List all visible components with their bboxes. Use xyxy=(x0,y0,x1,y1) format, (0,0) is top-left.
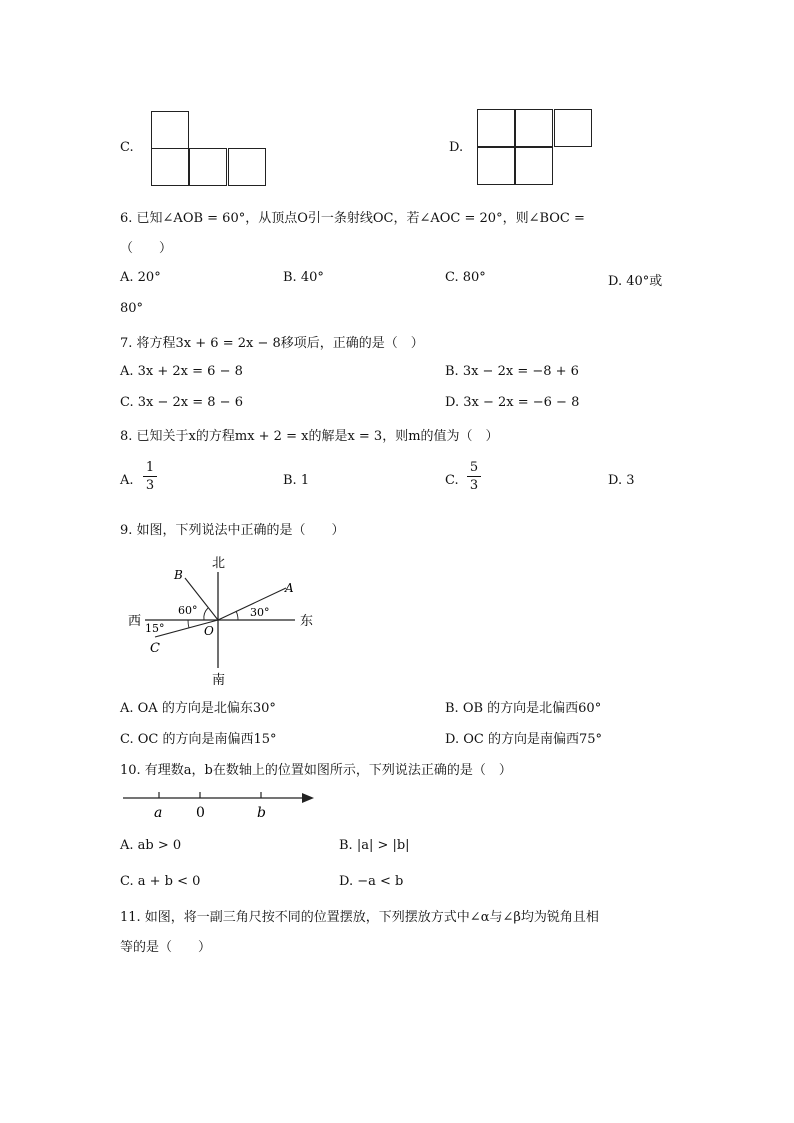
q6-option-d-continued: 80° xyxy=(120,301,144,316)
angle-arc-60 xyxy=(204,608,208,620)
label-north: 北 xyxy=(212,556,226,571)
q6-option-b: B. 40° xyxy=(283,270,324,285)
q5-c-cell xyxy=(228,148,266,186)
q5-c-cell xyxy=(151,148,189,186)
q5-option-d-label: D. xyxy=(449,140,464,155)
q10-stem: 10. 有理数a，b在数轴上的位置如图所示，下列说法正确的是（ ） xyxy=(120,763,512,778)
label-west: 西 xyxy=(128,614,142,629)
q8-option-b: B. 1 xyxy=(283,473,310,488)
label-point-b: B xyxy=(174,568,183,582)
q7-option-a: A. 3x + 2x = 6 − 8 xyxy=(120,364,243,379)
q8-option-a-label: A. xyxy=(120,473,134,488)
q8-option-a-fraction xyxy=(143,460,157,493)
tick-label-b: b xyxy=(257,805,266,821)
q5-c-cell xyxy=(151,111,189,149)
q10-option-d: D. −a < b xyxy=(339,874,404,889)
label-point-a: A xyxy=(285,581,294,595)
q9-stem: 9. 如图，下列说法中正确的是（ ） xyxy=(120,523,345,538)
label-origin-o: O xyxy=(204,624,214,638)
q6-paren: （ ） xyxy=(120,241,173,256)
q9-direction-figure xyxy=(120,550,330,690)
angle-arc-15 xyxy=(188,620,189,628)
q5-d-cell xyxy=(477,147,515,185)
q9-option-b: B. OB 的方向是北偏西60° xyxy=(445,701,602,716)
q6-option-c: C. 80° xyxy=(445,270,486,285)
q8-option-c-label: C. xyxy=(445,473,459,488)
q9-option-a: A. OA 的方向是北偏东30° xyxy=(120,701,276,716)
angle-arc-30 xyxy=(236,611,238,620)
q10-option-c: C. a + b < 0 xyxy=(120,874,201,889)
tick-label-zero: 0 xyxy=(196,805,205,821)
q10-option-b: B. |a| > |b| xyxy=(339,838,410,853)
q6-stem: 6. 已知∠AOB = 60°，从顶点O引一条射线OC，若∠AOC = 20°，则∠BOC = xyxy=(120,211,585,226)
q5-d-cell xyxy=(477,109,515,147)
q7-option-c: C. 3x − 2x = 8 − 6 xyxy=(120,395,243,410)
q5-c-cell xyxy=(189,148,227,186)
q5-d-cell xyxy=(554,109,592,147)
label-point-c: C xyxy=(150,641,160,656)
q6-option-a: A. 20° xyxy=(120,270,161,285)
q5-option-c-label: C. xyxy=(120,140,134,155)
fraction-denominator: 3 xyxy=(145,478,155,493)
q10-number-line xyxy=(118,785,323,825)
q7-option-b: B. 3x − 2x = −8 + 6 xyxy=(445,364,579,379)
q5-d-cell xyxy=(515,147,553,185)
fraction-denominator: 3 xyxy=(469,478,479,493)
fraction-bar xyxy=(467,476,481,477)
q8-stem: 8. 已知关于x的方程mx + 2 = x的解是x = 3，则m的值为（ ） xyxy=(120,429,499,444)
q10-option-a: A. ab > 0 xyxy=(120,838,182,853)
q7-option-d: D. 3x − 2x = −6 − 8 xyxy=(445,395,580,410)
fraction-numerator: 5 xyxy=(469,460,479,475)
fraction-numerator: 1 xyxy=(145,460,155,475)
number-line-arrow xyxy=(302,793,314,803)
q8-option-d: D. 3 xyxy=(608,473,635,488)
q7-stem: 7. 将方程3x + 6 = 2x − 8移项后，正确的是（ ） xyxy=(120,336,424,351)
q11-stem-line2: 等的是（ ） xyxy=(120,940,212,955)
q6-option-d: D. 40°或 xyxy=(608,274,663,289)
fraction-bar xyxy=(143,476,157,477)
q11-stem-line1: 11. 如图，将一副三角尺按不同的位置摆放，下列摆放方式中∠α与∠β均为锐角且相 xyxy=(120,910,599,925)
label-south: 南 xyxy=(212,673,226,688)
label-east: 东 xyxy=(300,614,314,629)
label-angle-30: 30° xyxy=(250,606,270,619)
q8-option-c-fraction xyxy=(467,460,481,493)
label-angle-60: 60° xyxy=(178,604,198,617)
tick-label-a: a xyxy=(154,805,163,821)
q9-option-d: D. OC 的方向是南偏西75° xyxy=(445,732,603,747)
q9-option-c: C. OC 的方向是南偏西15° xyxy=(120,732,277,747)
q5-d-cell xyxy=(515,109,553,147)
label-angle-15: 15° xyxy=(145,622,165,635)
